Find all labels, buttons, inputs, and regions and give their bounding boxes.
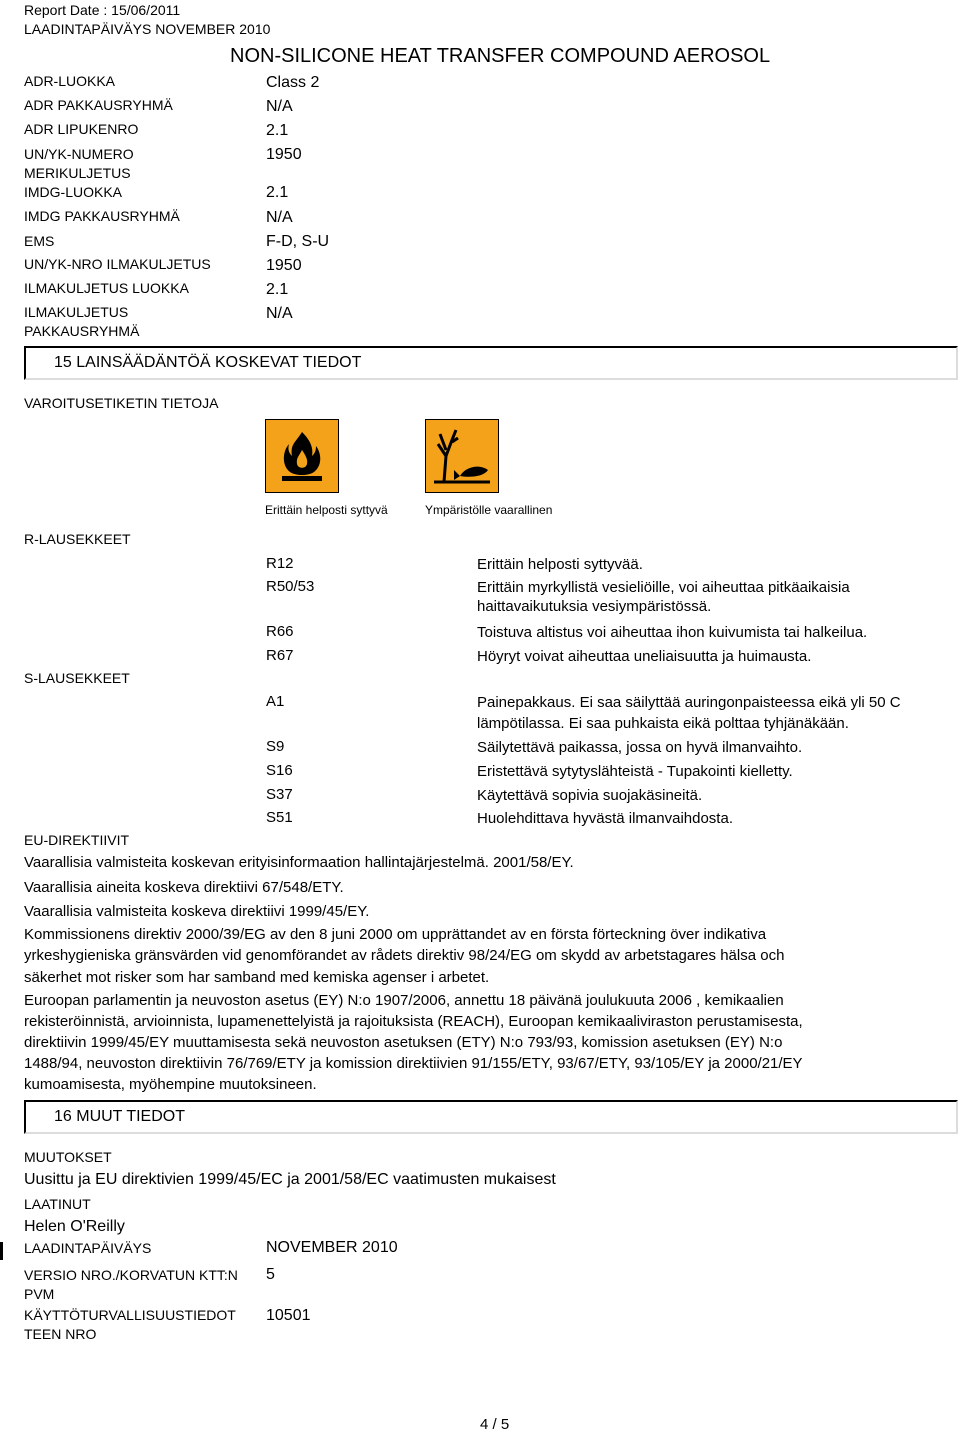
flame-icon — [266, 420, 338, 492]
page-number: 4 / 5 — [480, 1416, 510, 1433]
product-title: NON-SILICONE HEAT TRANSFER COMPOUND AEROSOL — [230, 45, 771, 67]
flame-pictogram — [265, 419, 339, 493]
phrase-code: R12 — [266, 555, 294, 572]
transport-label: ILMAKULJETUS PAKKAUSRYHMÄ — [24, 304, 140, 339]
transport-value: 2.1 — [266, 122, 289, 139]
s-phrases-heading: S-LAUSEKKEET — [24, 670, 130, 686]
sds-value: 10501 — [266, 1307, 311, 1324]
reach-line: direktiivin 1999/45/EY muuttamisesta sekä neuvoston asetuksen (ETY) N:o 793/93, komission asetuksen (EY) N:o — [24, 1034, 783, 1051]
environment-pictogram — [425, 419, 499, 493]
section-16-header — [24, 1100, 958, 1134]
reach-line: rekisteröinnistä, arvioinnista, lupamenettelyistä ja rajoituksista (REACH), Euroopan kemikaaliviraston perustamisesta, — [24, 1013, 803, 1030]
margin-mark — [0, 1242, 3, 1260]
section-15-title: 15 LAINSÄÄDÄNTÖÄ KOSKEVAT TIEDOT — [54, 354, 362, 371]
phrase-code: R66 — [266, 623, 294, 640]
section-16-title: 16 MUUT TIEDOT — [54, 1108, 185, 1125]
phrase-text: lämpötilassa. Ei saa puhkaista eikä polttaa tyhjänäkään. — [477, 715, 849, 732]
transport-value: F-D, S-U — [266, 233, 330, 250]
eu-directives-heading: EU-DIREKTIIVIT — [24, 832, 130, 848]
phrase-text: Höyryt voivat aiheuttaa uneliaisuutta ja huimausta. — [477, 648, 812, 665]
changes-text: Uusittu ja EU direktivien 1999/45/EC ja 2001/58/EC vaatimusten mukaisest — [24, 1171, 556, 1188]
version-value: 5 — [266, 1266, 275, 1283]
phrase-code: S51 — [266, 809, 293, 826]
sds-label: KÄYTTÖTURVALLISUUSTIEDOT TEEN NRO — [24, 1307, 236, 1342]
transport-label: IMDG-LUOKKA — [24, 184, 123, 200]
transport-label: UN/YK-NUMERO — [24, 146, 134, 162]
phrase-code: A1 — [266, 693, 285, 710]
phrase-text: Säilytettävä paikassa, jossa on hyvä ilmanvaihto. — [477, 739, 803, 756]
transport-label: ILMAKULJETUS LUOKKA — [24, 280, 189, 296]
transport-label: MERIKULJETUS — [24, 165, 131, 181]
kommission-line: säkerhet mot risker som har samband med kemiska agenser i arbetet. — [24, 969, 490, 986]
pictogram-caption: Erittäin helposti syttyvä — [265, 503, 388, 517]
report-date: Report Date : 15/06/2011 — [24, 2, 181, 18]
phrase-text: Painepakkaus. Ei saa säilyttää auringonpaisteessa eikä yli 50 C — [477, 694, 901, 711]
version-label: VERSIO NRO./KORVATUN KTT:N PVM — [24, 1267, 238, 1302]
transport-value: 1950 — [266, 257, 302, 274]
transport-value: Class 2 — [266, 74, 320, 91]
phrase-text: Eristettävä sytytyslähteistä - Tupakointi kielletty. — [477, 763, 793, 780]
phrase-code: R50/53 — [266, 578, 315, 595]
phrase-text: Huolehdittava hyvästä ilmanvaihdosta. — [477, 810, 733, 827]
transport-value: 2.1 — [266, 281, 289, 298]
phrase-code: S37 — [266, 786, 293, 803]
kommission-line: yrkeshygieniska gränsvärden vid genomförandet av rådets direktiv 98/24/EG om skydd av arbetstagares hälsa och — [24, 947, 785, 964]
phrase-text: Käytettävä sopivia suojakäsineitä. — [477, 787, 703, 804]
r-phrases-heading: R-LAUSEKKEET — [24, 531, 131, 547]
transport-value: N/A — [266, 98, 293, 115]
transport-value: N/A — [266, 209, 293, 226]
dead-tree-fish-icon — [426, 420, 498, 492]
transport-label: IMDG PAKKAUSRYHMÄ — [24, 208, 180, 224]
phrase-text: Erittäin helposti syttyvää. — [477, 556, 643, 573]
reach-line: kumoamisesta, myöhempine muutoksineen. — [24, 1076, 317, 1093]
kommission-line: Kommissionens direktiv 2000/39/EG av den 8 juni 2000 om upprättandet av en första förteckning över indikativa — [24, 926, 767, 943]
phrase-code: R67 — [266, 647, 294, 664]
eu-line: Vaarallisia aineita koskeva direktiivi 67/548/ETY. — [24, 879, 344, 896]
author-name: Helen O'Reilly — [24, 1218, 125, 1235]
transport-label: UN/YK-NRO ILMAKULJETUS — [24, 256, 211, 272]
phrase-text: haittavaikutuksia vesiympäristössä. — [477, 598, 712, 615]
phrase-text: Toistuva altistus voi aiheuttaa ihon kuivumista tai halkeilua. — [477, 624, 868, 641]
transport-label: EMS — [24, 233, 55, 249]
date-label: LAADINTAPÄIVÄYS — [24, 1240, 152, 1256]
changes-label: MUUTOKSET — [24, 1149, 112, 1165]
transport-label: ADR-LUOKKA — [24, 73, 116, 89]
phrase-code: S16 — [266, 762, 293, 779]
section-15-header — [24, 346, 958, 380]
phrase-text: Erittäin myrkyllistä vesieliöille, voi aiheuttaa pitkäaikaisia — [477, 579, 850, 596]
pictogram-caption: Ympäristölle vaarallinen — [425, 503, 553, 517]
transport-value: N/A — [266, 305, 293, 322]
transport-label: ADR PAKKAUSRYHMÄ — [24, 97, 173, 113]
phrase-code: S9 — [266, 738, 285, 755]
reach-line: 1488/94, neuvoston direktiivin 76/769/ETY ja komission direktiivien 91/155/ETY, 93/67/ETY, 93/105/EY ja 2000/21/EY — [24, 1055, 803, 1072]
prep-date: LAADINTAPÄIVÄYS NOVEMBER 2010 — [24, 21, 271, 37]
date-value: NOVEMBER 2010 — [266, 1239, 398, 1256]
label-info-heading: VAROITUSETIKETIN TIETOJA — [24, 395, 219, 411]
transport-value: 1950 — [266, 146, 302, 163]
eu-line: Vaarallisia valmisteita koskevan erityisinformaation hallintajärjestelmä. 2001/58/EY. — [24, 854, 574, 871]
eu-line: Vaarallisia valmisteita koskeva direktiivi 1999/45/EY. — [24, 903, 370, 920]
transport-label: ADR LIPUKENRO — [24, 121, 139, 137]
reach-line: Euroopan parlamentin ja neuvoston asetus (EY) N:o 1907/2006, annettu 18 päivänä joulukuuta 2006 , kemikaalien — [24, 992, 784, 1009]
transport-value: 2.1 — [266, 184, 289, 201]
author-label: LAATINUT — [24, 1196, 91, 1212]
